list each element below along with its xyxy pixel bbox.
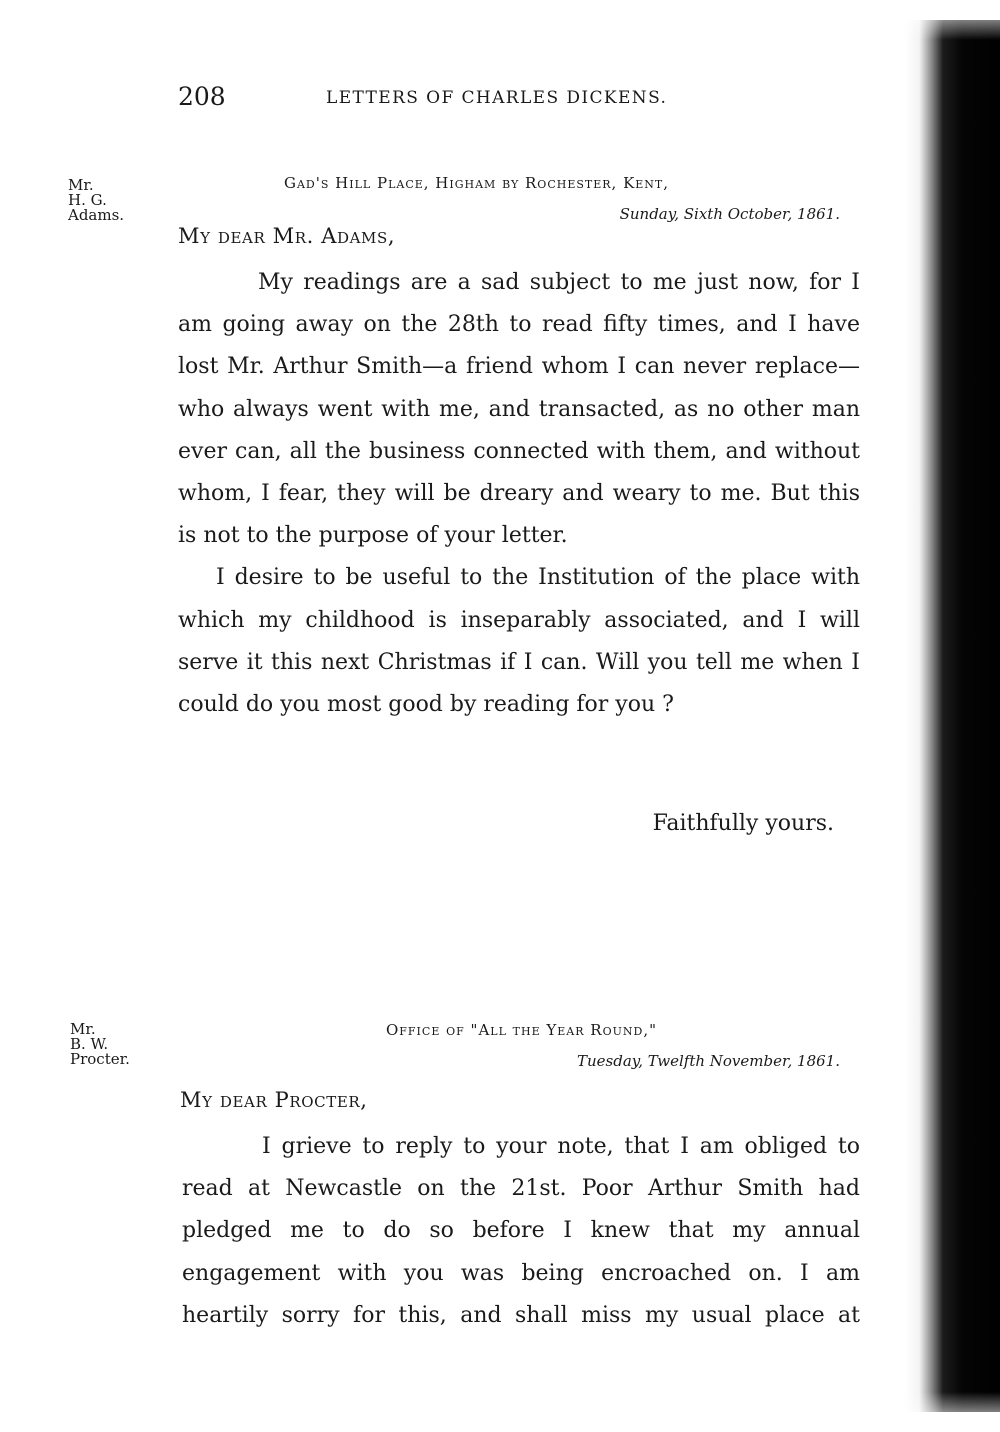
letter-2-address: Office of "All the Year Round," xyxy=(386,1021,657,1039)
running-title: LETTERS OF CHARLES DICKENS. xyxy=(326,88,668,108)
margin-line: H. G. xyxy=(68,191,107,209)
page-edge-fade-bottom xyxy=(905,1392,1000,1432)
letter-1-body xyxy=(178,262,860,726)
margin-line: Adams. xyxy=(68,206,125,224)
letter-1-paragraph: I desire to be useful to the Institution of the place with which my childhood is inseparably associated, and I will serve it this next Christmas if I can. Will you tell me when I could do you most good by reading for you ? xyxy=(178,565,860,718)
letter-2-paragraph: I grieve to reply to your note, that I am obliged to read at Newcastle on the 21st. Poor Arthur Smith had pledged me to do so before I knew that my annual engagement with you was being encroached on. I am heartily sorry for this, and shall miss my usual place at xyxy=(182,1134,860,1328)
margin-line: Procter. xyxy=(70,1050,130,1068)
letter-1-date: Sunday, Sixth October, 1861. xyxy=(619,205,840,223)
letter-1-salutation: My dear Mr. Adams, xyxy=(178,224,396,248)
letter-1-address: Gad's Hill Place, Higham by Rochester, Kent, xyxy=(284,174,670,192)
page-edge-fade-top xyxy=(905,0,1000,40)
letter-2-date: Tuesday, Twelfth November, 1861. xyxy=(576,1052,840,1070)
margin-recipient-1 xyxy=(68,178,124,223)
margin-line: B. W. xyxy=(70,1035,109,1053)
page-edge-shadow xyxy=(905,20,1000,1412)
letter-2-body xyxy=(182,1126,860,1337)
letter-1-paragraph: My readings are a sad subject to me just now, for I am going away on the 28th to read fifty times, and I have lost Mr. Arthur Smith—a friend whom I can never replace—who always went with me, and transacted, as no other man ever can, all the business connected with them, and without whom, I fear, they will be dreary and weary to me. But this is not to the purpose of your letter. xyxy=(178,270,860,549)
margin-recipient-2 xyxy=(70,1022,130,1067)
letter-1-closing: Faithfully yours. xyxy=(652,811,834,836)
letter-2-salutation: My dear Procter, xyxy=(180,1088,368,1112)
page-number: 208 xyxy=(178,82,226,111)
margin-line: Mr. xyxy=(70,1020,96,1038)
margin-line: Mr. xyxy=(68,176,94,194)
